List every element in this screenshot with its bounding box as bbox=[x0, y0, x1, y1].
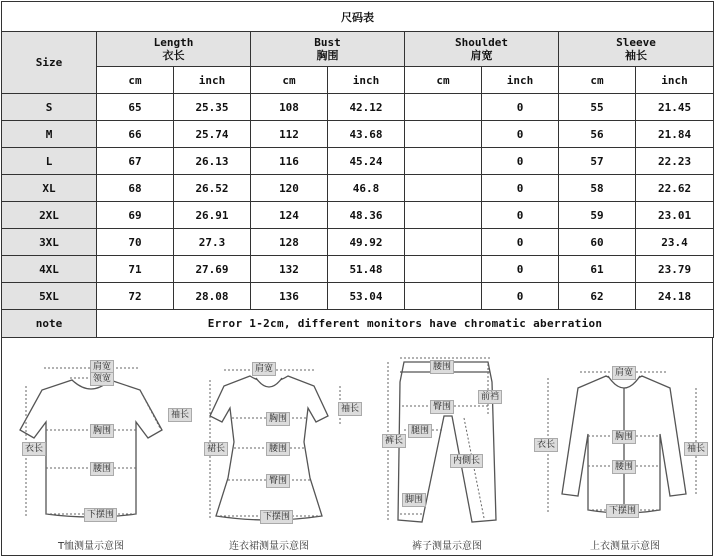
length-cm-cell: 70 bbox=[97, 229, 174, 256]
unit-inch: inch bbox=[328, 67, 405, 94]
tshirt-diagram bbox=[2, 338, 190, 556]
shoulder-cm-cell bbox=[405, 229, 482, 256]
thigh-label: 腿围 bbox=[408, 424, 432, 438]
table-row bbox=[2, 256, 714, 283]
shoulder-cm-cell bbox=[405, 283, 482, 310]
measurement-diagrams bbox=[1, 338, 713, 556]
length-header bbox=[97, 32, 251, 67]
sleeve-label: 袖长 bbox=[338, 402, 362, 416]
unit-inch: inch bbox=[174, 67, 251, 94]
table-row bbox=[2, 283, 714, 310]
shoulder-inch-cell: 0 bbox=[482, 121, 559, 148]
bust-cm-cell: 116 bbox=[251, 148, 328, 175]
shoulder-inch-cell: 0 bbox=[482, 148, 559, 175]
shoulder-inch-cell: 0 bbox=[482, 202, 559, 229]
bust-inch-cell: 48.36 bbox=[328, 202, 405, 229]
waist-label: 腰围 bbox=[612, 460, 636, 474]
shoulder-cm-cell bbox=[405, 121, 482, 148]
sleeve-inch-cell: 21.84 bbox=[636, 121, 714, 148]
length-cm-cell: 72 bbox=[97, 283, 174, 310]
unit-inch: inch bbox=[482, 67, 559, 94]
shoulder-inch-cell: 0 bbox=[482, 94, 559, 121]
sleeve-inch-cell: 21.45 bbox=[636, 94, 714, 121]
shoulder-header-cn: 肩宽 bbox=[470, 48, 493, 62]
bust-cm-cell: 112 bbox=[251, 121, 328, 148]
sleeve-label: 袖长 bbox=[168, 408, 192, 422]
dress-diagram bbox=[180, 338, 358, 556]
bust-inch-cell: 45.24 bbox=[328, 148, 405, 175]
bust-cm-cell: 120 bbox=[251, 175, 328, 202]
size-cell: L bbox=[2, 148, 97, 175]
length-inch-cell: 28.08 bbox=[174, 283, 251, 310]
length-inch-cell: 27.69 bbox=[174, 256, 251, 283]
size-header: Size bbox=[2, 32, 97, 94]
shirt-caption: 上衣测量示意图 bbox=[590, 541, 660, 552]
length-inch-cell: 25.74 bbox=[174, 121, 251, 148]
waist-label: 腰围 bbox=[266, 442, 290, 456]
table-row bbox=[2, 175, 714, 202]
shoulder-inch-cell: 0 bbox=[482, 175, 559, 202]
hip-label: 臀围 bbox=[430, 400, 454, 414]
size-cell: S bbox=[2, 94, 97, 121]
bust-header-en: Bust bbox=[314, 35, 341, 49]
length-label: 裙长 bbox=[204, 442, 228, 456]
waist-label: 腰围 bbox=[90, 462, 114, 476]
chest-label: 胸围 bbox=[266, 412, 290, 426]
table-row bbox=[2, 148, 714, 175]
sleeve-header-cn: 袖长 bbox=[625, 48, 648, 62]
shoulder-label: 肩宽 bbox=[612, 366, 636, 380]
shoulder-inch-cell: 0 bbox=[482, 283, 559, 310]
table-row bbox=[2, 202, 714, 229]
size-cell: M bbox=[2, 121, 97, 148]
waist-label: 腰围 bbox=[430, 360, 454, 374]
bust-cm-cell: 136 bbox=[251, 283, 328, 310]
bust-header-cn: 胸围 bbox=[316, 48, 339, 62]
size-cell: 4XL bbox=[2, 256, 97, 283]
sleeve-inch-cell: 24.18 bbox=[636, 283, 714, 310]
sleeve-inch-cell: 22.23 bbox=[636, 148, 714, 175]
length-inch-cell: 25.35 bbox=[174, 94, 251, 121]
unit-cm: cm bbox=[251, 67, 328, 94]
hem-label: 下摆围 bbox=[84, 508, 117, 522]
size-cell: 5XL bbox=[2, 283, 97, 310]
note-label: note bbox=[2, 310, 97, 338]
shoulder-header-en: Shouldet bbox=[455, 35, 508, 49]
length-header-en: Length bbox=[153, 35, 194, 49]
length-inch-cell: 26.13 bbox=[174, 148, 251, 175]
sleeve-cm-cell: 57 bbox=[559, 148, 636, 175]
bust-inch-cell: 43.68 bbox=[328, 121, 405, 148]
sleeve-inch-cell: 23.79 bbox=[636, 256, 714, 283]
chest-label: 胸围 bbox=[90, 424, 114, 438]
length-inch-cell: 26.52 bbox=[174, 175, 251, 202]
bust-inch-cell: 51.48 bbox=[328, 256, 405, 283]
length-cm-cell: 68 bbox=[97, 175, 174, 202]
bust-inch-cell: 46.8 bbox=[328, 175, 405, 202]
bust-cm-cell: 132 bbox=[251, 256, 328, 283]
table-row bbox=[2, 94, 714, 121]
sleeve-inch-cell: 22.62 bbox=[636, 175, 714, 202]
length-label: 衣长 bbox=[22, 442, 46, 456]
leg-opening-label: 脚围 bbox=[402, 493, 426, 507]
length-cm-cell: 66 bbox=[97, 121, 174, 148]
shoulder-cm-cell bbox=[405, 94, 482, 121]
inseam-label: 内側长 bbox=[450, 454, 483, 468]
size-cell: 2XL bbox=[2, 202, 97, 229]
size-cell: 3XL bbox=[2, 229, 97, 256]
length-inch-cell: 26.91 bbox=[174, 202, 251, 229]
shoulder-cm-cell bbox=[405, 175, 482, 202]
sleeve-cm-cell: 56 bbox=[559, 121, 636, 148]
sleeve-cm-cell: 60 bbox=[559, 229, 636, 256]
bust-inch-cell: 42.12 bbox=[328, 94, 405, 121]
shoulder-inch-cell: 0 bbox=[482, 229, 559, 256]
length-label: 衣长 bbox=[534, 438, 558, 452]
bust-header bbox=[251, 32, 405, 67]
sleeve-label: 袖长 bbox=[684, 442, 708, 456]
shoulder-cm-cell bbox=[405, 256, 482, 283]
shirt-diagram bbox=[536, 338, 714, 556]
sleeve-cm-cell: 59 bbox=[559, 202, 636, 229]
bust-inch-cell: 49.92 bbox=[328, 229, 405, 256]
bust-cm-cell: 108 bbox=[251, 94, 328, 121]
front-rise-label: 前裆 bbox=[478, 390, 502, 404]
sleeve-inch-cell: 23.4 bbox=[636, 229, 714, 256]
pants-caption: 裤子测量示意图 bbox=[412, 541, 482, 552]
shoulder-label: 肩宽 bbox=[252, 362, 276, 376]
sleeve-cm-cell: 62 bbox=[559, 283, 636, 310]
unit-cm: cm bbox=[559, 67, 636, 94]
bust-inch-cell: 53.04 bbox=[328, 283, 405, 310]
length-cm-cell: 67 bbox=[97, 148, 174, 175]
length-cm-cell: 69 bbox=[97, 202, 174, 229]
shoulder-inch-cell: 0 bbox=[482, 256, 559, 283]
length-cm-cell: 71 bbox=[97, 256, 174, 283]
shoulder-cm-cell bbox=[405, 148, 482, 175]
sleeve-cm-cell: 55 bbox=[559, 94, 636, 121]
length-inch-cell: 27.3 bbox=[174, 229, 251, 256]
pants-diagram bbox=[358, 338, 536, 556]
dress-caption: 连衣裙测量示意图 bbox=[229, 541, 309, 552]
size-cell: XL bbox=[2, 175, 97, 202]
table-row bbox=[2, 121, 714, 148]
length-label: 裤长 bbox=[382, 434, 406, 448]
chest-label: 胸围 bbox=[612, 430, 636, 444]
sleeve-header bbox=[559, 32, 714, 67]
sleeve-inch-cell: 23.01 bbox=[636, 202, 714, 229]
chart-title: 尺码表 bbox=[2, 2, 714, 32]
length-header-cn: 衣长 bbox=[162, 48, 185, 62]
unit-cm: cm bbox=[97, 67, 174, 94]
sleeve-header-en: Sleeve bbox=[616, 35, 656, 49]
length-cm-cell: 65 bbox=[97, 94, 174, 121]
collar-label: 领宽 bbox=[90, 372, 114, 386]
hem-label: 下摆围 bbox=[260, 510, 293, 524]
size-chart-table bbox=[1, 1, 714, 338]
shoulder-header bbox=[405, 32, 559, 67]
shoulder-label: 肩宽 bbox=[90, 360, 114, 374]
hip-label: 臀围 bbox=[266, 474, 290, 488]
table-row bbox=[2, 229, 714, 256]
shoulder-cm-cell bbox=[405, 202, 482, 229]
bust-cm-cell: 128 bbox=[251, 229, 328, 256]
hem-label: 下摆围 bbox=[606, 504, 639, 518]
sleeve-cm-cell: 58 bbox=[559, 175, 636, 202]
bust-cm-cell: 124 bbox=[251, 202, 328, 229]
tshirt-caption: T恤测量示意图 bbox=[57, 541, 125, 552]
unit-cm: cm bbox=[405, 67, 482, 94]
note-text: Error 1-2cm, different monitors have chromatic aberration bbox=[97, 310, 714, 338]
unit-inch: inch bbox=[636, 67, 714, 94]
sleeve-cm-cell: 61 bbox=[559, 256, 636, 283]
